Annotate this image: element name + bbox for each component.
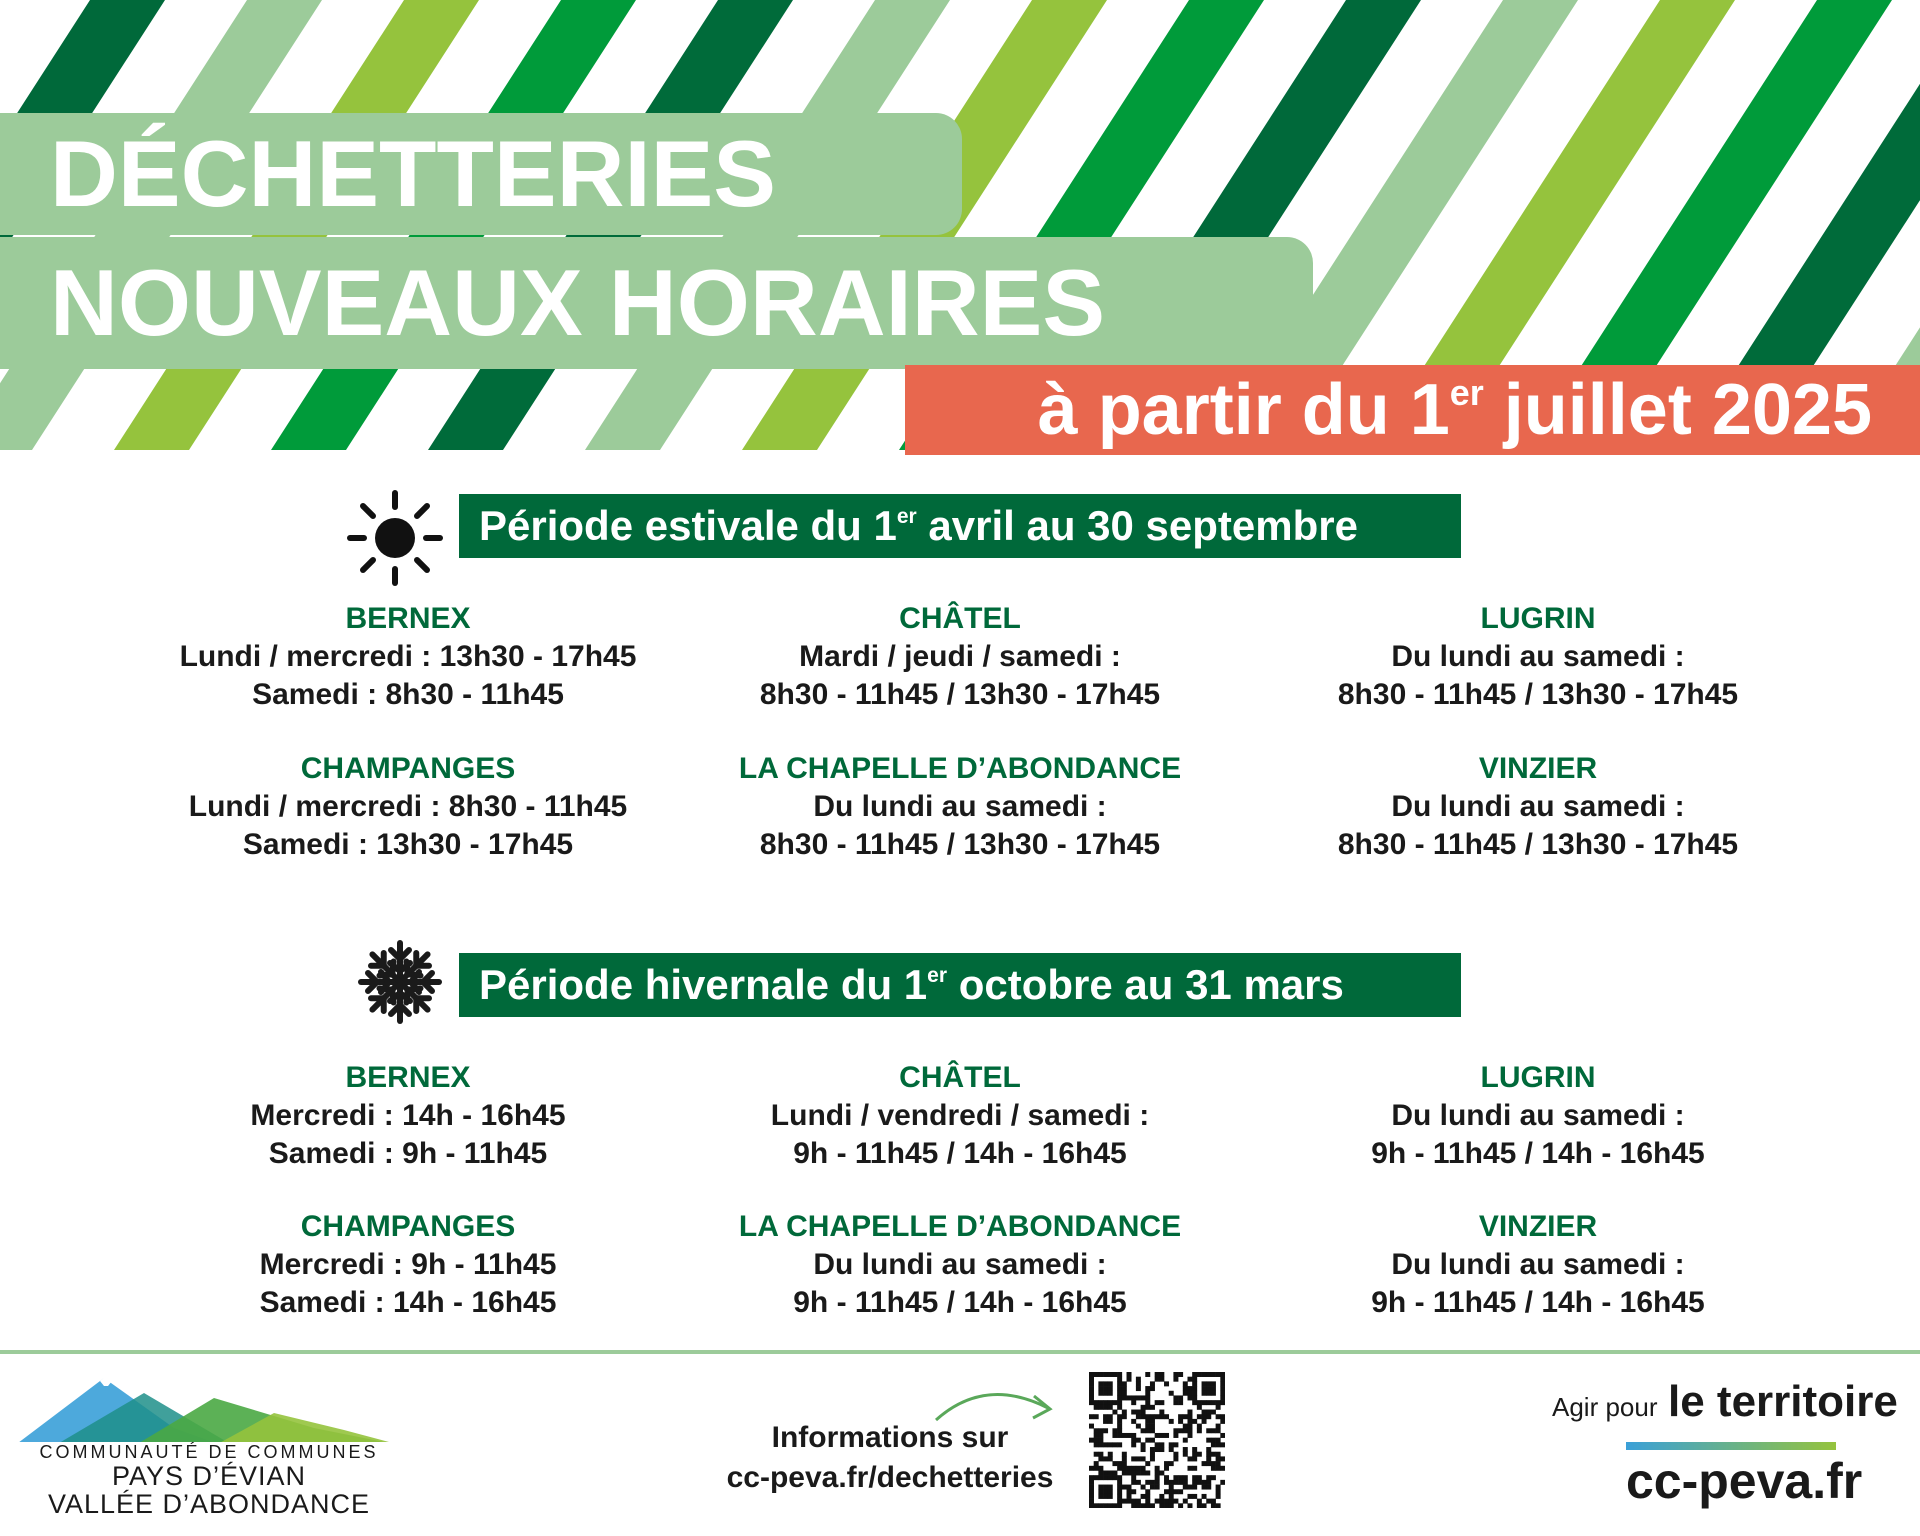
agir-pour-text: Agir pour (1552, 1392, 1658, 1422)
info-label: Informations sur (771, 1421, 1009, 1454)
site-hours: Mardi / jeudi / samedi : (799, 640, 1121, 673)
site-hours: 8h30 - 11h45 / 13h30 - 17h45 (1337, 828, 1739, 861)
summer-title-sup: er (896, 505, 917, 529)
site-hours: Lundi / mercredi : 13h30 - 17h45 (179, 640, 637, 673)
date-suffix: juillet 2025 (1483, 370, 1872, 450)
title-line-2: NOUVEAUX HORAIRES (0, 237, 1313, 369)
site-name: LUGRIN (1480, 1061, 1596, 1094)
winter-site-lugrin (1228, 1059, 1848, 1173)
site-hours: Du lundi au samedi : (1391, 640, 1685, 673)
logo-text-communaute: COMMUNAUTÉ DE COMMUNES (39, 1442, 379, 1462)
site-name: BERNEX (345, 1061, 471, 1094)
summer-site-chatel (650, 600, 1270, 714)
logo-text-pays-evian: PAYS D’ÉVIAN (111, 1461, 307, 1491)
site-hours: Du lundi au samedi : (1391, 1099, 1685, 1132)
site-hours: Mercredi : 14h - 16h45 (250, 1099, 566, 1132)
site-name: CHAMPANGES (300, 752, 516, 785)
site-hours: 9h - 11h45 / 14h - 16h45 (1371, 1137, 1705, 1170)
mountains-logo-icon (14, 1368, 404, 1446)
site-hours: Samedi : 14h - 16h45 (259, 1286, 557, 1319)
summer-site-vinzier (1228, 750, 1848, 864)
site-hours: Mercredi : 9h - 11h45 (259, 1248, 557, 1281)
site-hours: 8h30 - 11h45 / 13h30 - 17h45 (759, 678, 1161, 711)
site-hours: Du lundi au samedi : (1391, 790, 1685, 823)
winter-site-champanges (98, 1208, 718, 1322)
qr-code-icon[interactable] (1089, 1372, 1225, 1508)
summer-title-prefix: Période estivale du 1 (479, 502, 897, 549)
winter-site-bernex (98, 1059, 718, 1173)
site-hours: 9h - 11h45 / 14h - 16h45 (1371, 1286, 1705, 1319)
site-name: VINZIER (1478, 1210, 1598, 1243)
summer-title-suffix: avril au 30 septembre (916, 502, 1358, 549)
date-superscript: er (1449, 372, 1484, 414)
summer-site-champanges (98, 750, 718, 864)
winter-title-prefix: Période hivernale du 1 (479, 961, 928, 1008)
info-block (700, 1418, 1080, 1498)
site-hours: Lundi / vendredi / samedi : (770, 1099, 1150, 1132)
sun-icon (345, 488, 445, 588)
summer-site-la-chapelle (650, 750, 1270, 864)
site-hours: Samedi : 9h - 11h45 (268, 1137, 548, 1170)
winter-period-title (459, 953, 1461, 1017)
summer-period-title (459, 494, 1461, 558)
start-date-banner (905, 365, 1920, 455)
site-name: LA CHAPELLE D’ABONDANCE (738, 752, 1182, 785)
site-hours: Samedi : 13h30 - 17h45 (242, 828, 574, 861)
summer-site-bernex (98, 600, 718, 714)
date-prefix: à partir du 1 (1037, 370, 1450, 450)
le-territoire-text: le territoire (1668, 1377, 1898, 1426)
winter-site-vinzier (1228, 1208, 1848, 1322)
site-name: CHÂTEL (899, 602, 1021, 635)
site-name: LUGRIN (1480, 602, 1596, 635)
site-name: CHÂTEL (899, 1061, 1021, 1094)
snowflake-icon (355, 937, 445, 1027)
site-hours: 8h30 - 11h45 / 13h30 - 17h45 (759, 828, 1161, 861)
logo-text-vallee-abondance: VALLÉE D’ABONDANCE (47, 1489, 371, 1519)
site-hours: 9h - 11h45 / 14h - 16h45 (793, 1286, 1127, 1319)
site-hours: Samedi : 8h30 - 11h45 (252, 678, 564, 711)
site-hours: 9h - 11h45 / 14h - 16h45 (793, 1137, 1127, 1170)
site-name: LA CHAPELLE D’ABONDANCE (738, 1210, 1182, 1243)
site-name: BERNEX (345, 602, 471, 635)
winter-site-la-chapelle (650, 1208, 1270, 1322)
site-hours: Du lundi au samedi : (813, 790, 1107, 823)
site-name: VINZIER (1478, 752, 1598, 785)
summer-site-lugrin (1228, 600, 1848, 714)
domain-gradient-bar (1626, 1442, 1836, 1450)
website-domain-link[interactable]: cc-peva.fr (1626, 1453, 1863, 1509)
site-hours: Du lundi au samedi : (1391, 1248, 1685, 1281)
site-hours: Lundi / mercredi : 8h30 - 11h45 (188, 790, 628, 823)
title-line-1: DÉCHETTERIES (0, 113, 962, 235)
site-name: CHAMPANGES (300, 1210, 516, 1243)
winter-title-sup: er (927, 964, 948, 988)
site-hours: 8h30 - 11h45 / 13h30 - 17h45 (1337, 678, 1739, 711)
winter-site-chatel (650, 1059, 1270, 1173)
winter-title-suffix: octobre au 31 mars (947, 961, 1344, 1008)
footer-divider (0, 1350, 1920, 1354)
info-url-link[interactable]: cc-peva.fr/dechetteries (726, 1461, 1054, 1494)
site-hours: Du lundi au samedi : (813, 1248, 1107, 1281)
